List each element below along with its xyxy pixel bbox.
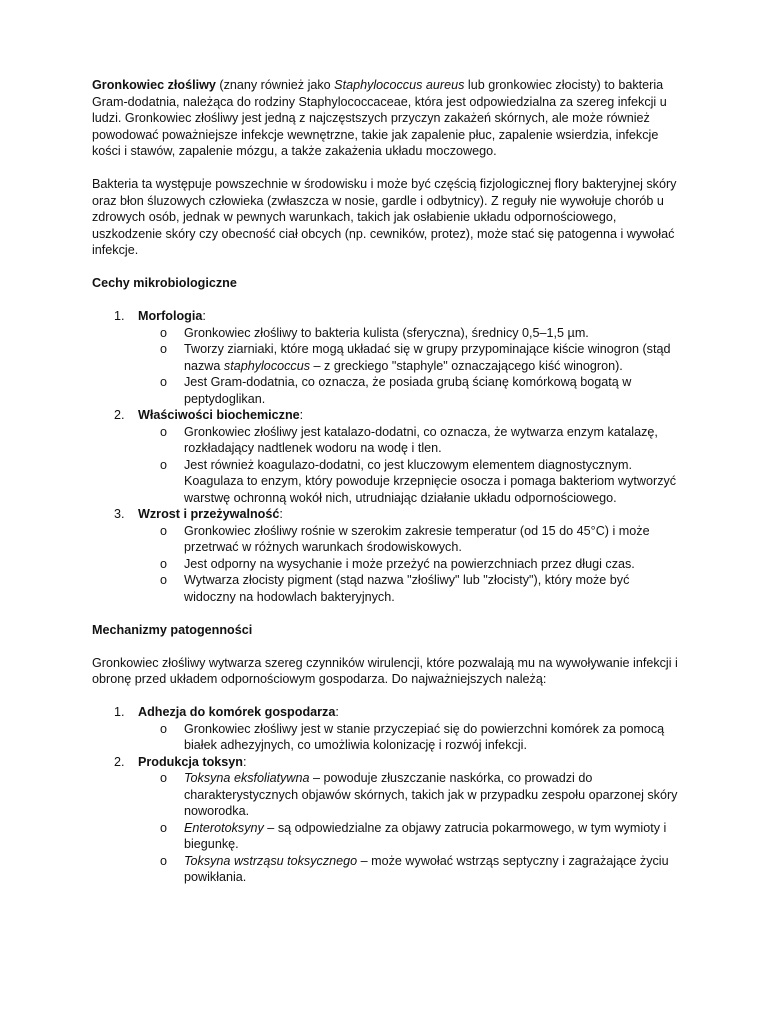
sub-list [138, 721, 682, 754]
sub-list [138, 523, 682, 606]
list-item-title: Morfologia [138, 309, 203, 323]
sub-item-italic: staphylococcus [223, 358, 311, 373]
sub-item-italic: Toksyna wstrząsu toksycznego [184, 853, 358, 868]
list-item [92, 506, 682, 605]
intro-paragraph-2: Bakteria ta występuje powszechnie w środowisku i może być częścią fizjologicznej flory bakteryjnej skóry oraz błon śluzowych człowieka (zwłaszcza w nosie, gardle i odbytnicy). Z reguły nie wywołuje chorób u zdrowych osób, jednak w pewnych warunkach, takich jak osłabienie układu odpornościowego, uszkodzenie skóry czy obecność ciał obcych (np. cewników, protez), może stać się patogenna i wywołać infekcje. [92, 177, 677, 257]
list-item-colon: : [299, 408, 304, 422]
sub-item-text: Wytwarza złocisty pigment (stąd nazwa "złośliwy" lub "złocisty"), który może być widoczny na hodowlach bakteryjnych. [184, 573, 630, 604]
intro-italic-term: Staphylococcus aureus [334, 78, 465, 92]
sub-list-item [138, 770, 682, 820]
sub-item-text: Jest również koagulazo-dodatni, co jest kluczowym elementem diagnostycznym. Koagulaza to enzym, który powoduje krzepnięcie osocza i pomaga bakteriom wytworzyć warstwę ochronną wokół nich, utrudniając działanie układu odpornościowego. [184, 457, 677, 505]
bullet-icon: o [160, 853, 168, 868]
bullet-icon: o [160, 375, 168, 389]
list-number: 2. [114, 754, 125, 769]
sub-item-text: Gronkowiec złośliwy to bakteria kulista (sferyczna), średnicy 0,5–1,5 µm. [184, 325, 589, 340]
sub-item-italic: Toksyna eksfoliatywna [184, 771, 310, 785]
section-heading-microbiology: Cechy mikrobiologiczne [92, 276, 237, 290]
spacer [92, 605, 682, 622]
sub-list-item [138, 424, 682, 457]
sub-list-item [138, 457, 682, 507]
sub-item-italic: Enterotoksyny [184, 820, 264, 835]
sub-list-item [138, 341, 682, 374]
sub-item-text: Jest Gram-dodatnia, co oznacza, że posiada grubą ścianę komórkową bogatą w peptydoglikan. [184, 375, 632, 406]
bullet-icon: o [160, 721, 168, 736]
list-item-title: Produkcja toksyn [138, 754, 243, 769]
sub-item-text: Gronkowiec złośliwy jest w stanie przyczepiać się do powierzchni komórek za pomocą białek adhezyjnych, co umożliwia kolonizację i rozwój infekcji. [184, 721, 665, 752]
sub-item-text: – są odpowiedzialne za objawy zatrucia pokarmowego, w tym wymioty i biegunkę. [184, 820, 667, 851]
sub-item-text: Gronkowiec złośliwy rośnie w szerokim zakresie temperatur (od 15 do 45°C) i może przetrwać w różnych warunkach środowiskowych. [184, 523, 650, 554]
sub-list-item [138, 556, 682, 573]
sub-list-item [138, 820, 682, 853]
sub-item-text: – powoduje złuszczanie naskórka, co prowadzi do charakterystycznych objawów skórnych, takich jak w przypadku zespołu oparzonej skóry noworodka. [184, 771, 678, 818]
sub-list [138, 424, 682, 507]
sub-list-item [138, 325, 682, 342]
sub-list-item [138, 374, 682, 407]
list-item-title: Właściwości biochemiczne [138, 408, 300, 422]
list-item-colon: : [202, 309, 206, 323]
sub-item-text: Jest odporny na wysychanie i może przeżyć na powierzchniach przez długi czas. [184, 556, 635, 571]
bullet-icon: o [160, 325, 168, 340]
list-item-colon: : [279, 507, 283, 521]
bullet-icon: o [160, 424, 168, 439]
list-number: 3. [114, 507, 125, 521]
list-number: 2. [114, 408, 125, 422]
bullet-icon: o [160, 523, 168, 538]
intro-bold-term: Gronkowiec złośliwy [92, 78, 216, 92]
list-item-colon: : [335, 705, 339, 719]
sub-item-text: – może wywołać wstrząs septyczny i zagrażające życiu powikłania. [184, 853, 669, 884]
sub-item-text: – z greckiego "staphyle" oznaczającego kiść winogron). [310, 358, 623, 373]
sub-item-text: Tworzy ziarniaki, które mogą układać się w grupy przypominające kiście winogron (stąd nazwa [184, 342, 671, 373]
sub-list-item [138, 572, 682, 605]
section-heading-pathogenicity: Mechanizmy patogenności [92, 622, 253, 637]
sub-list [138, 325, 682, 408]
sub-list-item [138, 523, 682, 556]
bullet-icon: o [160, 771, 168, 785]
document-page [92, 77, 682, 886]
bullet-icon: o [160, 342, 168, 356]
pathogenicity-intro: Gronkowiec złośliwy wytwarza szereg czynników wirulencji, które pozwalają mu na wywoływanie infekcji i obronę przed układem odpornościowym gospodarza. Do najważniejszych należą: [92, 655, 678, 686]
intro-text-1: (znany również jako [215, 78, 335, 92]
list-number: 1. [114, 705, 125, 719]
bullet-icon: o [160, 556, 168, 571]
bullet-icon: o [160, 457, 168, 472]
list-item-colon: : [242, 754, 247, 769]
list-item [92, 308, 682, 407]
sub-list-item [138, 853, 682, 886]
list-item [92, 407, 682, 506]
bullet-icon: o [160, 820, 168, 835]
sub-item-text: Gronkowiec złośliwy jest katalazo-dodatni, co oznacza, że wytwarza enzym katalazę, rozkładający nadtlenek wodoru na wodę i tlen. [184, 424, 658, 455]
list-item [92, 704, 682, 754]
intro-text-2: lub gronkowiec złocisty) to bakteria Gram-dodatnia, należąca do rodziny Staphylococcaceae, która jest odpowiedzialna za szereg infekcji u ludzi. Gronkowiec złośliwy jest jedną z najczęstszych przyczyn zakażeń skórnych, ale może również powodować poważniejsze infekcje wewnętrzne, takie jak zapalenie płuc, zapalenie wsierdzia, infekcje kości i stawów, zapalenie mózgu, a także zakażenia układu moczowego. [92, 78, 667, 158]
list-item [92, 754, 682, 886]
microbiology-list [92, 308, 682, 605]
list-item-title: Adhezja do komórek gospodarza [138, 705, 336, 719]
sub-list-item [138, 721, 682, 754]
pathogenicity-list [92, 704, 682, 886]
list-item-title: Wzrost i przeżywalność [138, 507, 280, 521]
bullet-icon: o [160, 573, 168, 587]
sub-list [138, 770, 682, 886]
intro-paragraph-1 [92, 77, 682, 160]
list-number: 1. [114, 309, 125, 323]
